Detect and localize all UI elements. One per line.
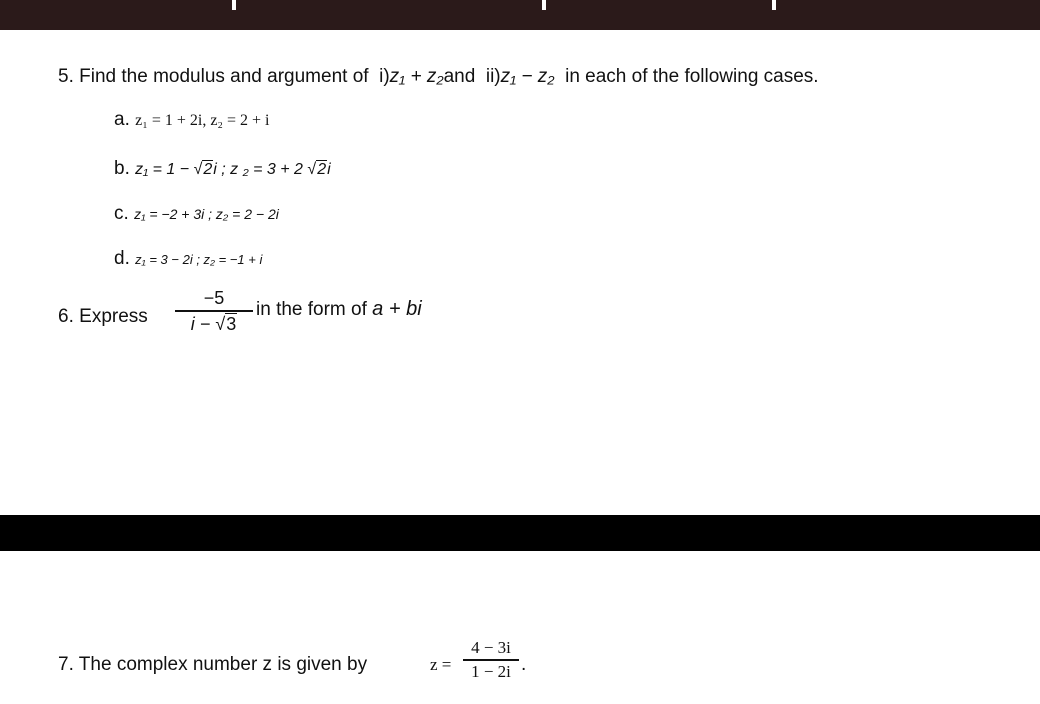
part-label: i): [379, 66, 390, 87]
math-expression: z₁ = 3 − 2i ; z₂ = −1 + i: [135, 252, 263, 267]
question-5: [58, 66, 819, 88]
case-a: [114, 109, 269, 131]
question-text: Find the modulus and argument of: [79, 66, 369, 87]
math-expression: z₁ − z₂: [500, 66, 555, 87]
math-expression: z₁ = 1 + 2i, z₂ = 2 + i: [135, 112, 270, 129]
math-expression: z₁ = 1 − √2i ; z ₂ = 3 + 2 √2i: [135, 161, 331, 178]
math-expression: z₁ = −2 + 3i ; z₂ = 2 − 2i: [134, 206, 279, 222]
case-label: c.: [114, 203, 129, 224]
case-label: a.: [114, 109, 130, 130]
case-d: [114, 248, 262, 270]
section-divider-band: [0, 515, 1040, 551]
case-label: d.: [114, 248, 130, 269]
question-7: [58, 654, 367, 676]
case-c: [114, 203, 279, 225]
question-text: Express: [79, 306, 148, 327]
fraction: [175, 288, 253, 335]
question-number: 5.: [58, 66, 74, 87]
math-expression: z₁ + z₂: [389, 66, 444, 87]
part-label: ii): [485, 66, 501, 87]
question-number: 7.: [58, 654, 74, 675]
top-header-band: [0, 0, 1040, 30]
case-label: b.: [114, 158, 130, 179]
question-text: in the form of: [256, 299, 367, 320]
fraction-numerator: −5: [203, 288, 225, 308]
header-mark: [232, 0, 236, 10]
math-expression: a + bi: [372, 298, 422, 320]
fraction-bar: [463, 659, 519, 661]
fraction: [463, 638, 519, 682]
header-mark: [772, 0, 776, 10]
question-text: The complex number z is given by: [78, 654, 368, 675]
connector-text: and: [443, 66, 476, 87]
question-number: 6.: [58, 306, 74, 327]
case-b: [114, 158, 331, 180]
equation-lhs: z =: [430, 655, 452, 674]
fraction-numerator: 4 − 3i: [471, 638, 511, 657]
header-mark: [542, 0, 546, 10]
question-6: [58, 306, 148, 328]
fraction-bar: [175, 310, 253, 312]
fraction-denominator: i − √3: [190, 313, 237, 334]
question-text: in each of the following cases.: [565, 66, 819, 87]
sentence-end: .: [521, 654, 527, 675]
fraction-denominator: 1 − 2i: [471, 661, 511, 681]
question-6-tail: [256, 298, 422, 321]
